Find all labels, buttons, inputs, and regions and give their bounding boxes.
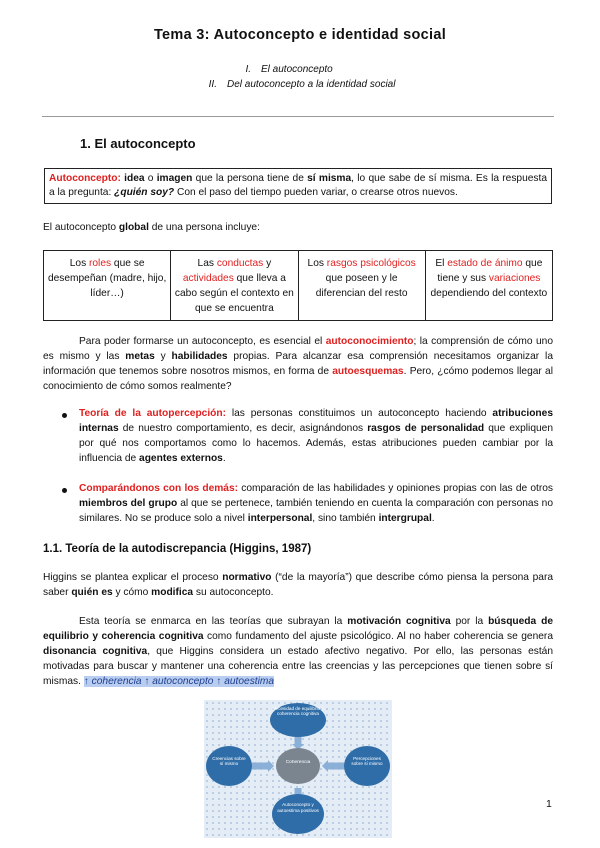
red-term: rasgos psicológicos: [326, 258, 416, 269]
definition-box: [44, 168, 552, 204]
toc-label: El autoconcepto: [261, 64, 333, 75]
node-label-top: Necesidad de equilibrio y coherencia cognitiva: [272, 706, 324, 717]
red-term: roles: [89, 258, 112, 269]
text: El autoconcepto: [43, 222, 119, 233]
text: .: [431, 513, 435, 524]
text: , que Higgins considera un estado afectivo negativo. Por ello, las personas están motivadas para buscar y mantener una coherencia entre las creencias y las percepciones que tienen sobre sí mismas.: [43, 646, 553, 687]
bold-text: agentes externos: [139, 453, 223, 464]
bold-text: metas: [125, 351, 155, 362]
text: que tiene y sus: [437, 258, 543, 284]
table-cell-rasgos: [298, 251, 425, 321]
bold-text: atribuciones internas: [79, 408, 553, 434]
text: que lleva a cabo según el contexto en que se encuentra: [174, 273, 294, 314]
bold-text: quién es: [71, 587, 113, 598]
table-cell-estado: [425, 251, 552, 321]
key-question: ¿quién soy?: [114, 187, 175, 198]
label-right-container: [348, 756, 386, 780]
red-term: variaciones: [488, 273, 541, 284]
toc-number: I.: [245, 64, 251, 75]
bullet-icon: [62, 488, 67, 493]
red-term: autoesquemas: [332, 366, 404, 377]
text: , lo que sabe de sí misma. Es la respuesta a la pregunta:: [49, 173, 547, 198]
text: ; la comprensión de cómo uno es mismo y las: [43, 336, 553, 362]
text: Esta teoría se enmarca en las teorías que subrayan la: [79, 616, 348, 627]
coherence-diagram: [204, 700, 392, 838]
text: .: [222, 453, 226, 464]
text: o: [144, 173, 157, 184]
page-number: 1: [546, 798, 552, 810]
page-title: Tema 3: Autoconcepto e identidad social: [153, 27, 447, 43]
text: Los: [69, 258, 89, 269]
paragraph-coherencia: [43, 614, 553, 689]
text: (“de la mayoría”) que describe cómo piensa la persona para saber: [43, 572, 553, 598]
text: al que se pertenece, también teniendo en cuenta la comparación con personas no similares. No se produce solo a nivel: [79, 498, 553, 524]
table-cell-roles: [44, 251, 171, 321]
text: Las: [197, 258, 217, 269]
bold-text: idea: [124, 173, 145, 184]
bullet-comparacion: [79, 481, 553, 526]
global-intro: [43, 220, 260, 235]
label-left-container: [210, 756, 248, 780]
bold-text: interpersonal: [247, 513, 313, 524]
paragraph-autoconocimiento: [43, 334, 553, 394]
bullet-autopercepcion: [79, 406, 553, 466]
label-bottom-container: [274, 802, 322, 828]
divider: [42, 116, 554, 117]
text: su autoconcepto.: [193, 587, 274, 598]
text: Los: [307, 258, 327, 269]
red-term: actividades: [182, 273, 234, 284]
section-heading: 1. El autoconcepto: [80, 136, 196, 151]
bold-text: rasgos de personalidad: [367, 423, 485, 434]
text: las personas constituimos un autoconcepto haciendo: [226, 408, 493, 419]
bold-text: búsqueda de equilibrio y coherencia cognitiva: [43, 616, 553, 642]
node-label-center: Coherencia: [285, 760, 311, 765]
bold-text: habilidades: [171, 351, 228, 362]
table-cell-conductas: [171, 251, 298, 321]
text: , sino también: [312, 513, 379, 524]
text: como fundamento del ajuste psicológico. Al no haber coherencia se genera: [203, 631, 553, 642]
text: por la: [450, 616, 489, 627]
toc-item-1[interactable]: [229, 64, 333, 75]
toc-number: II.: [208, 79, 217, 90]
toc-label: Del autoconcepto a la identidad social: [227, 79, 396, 90]
text: propias. Para alcanzar esa comprensión necesitamos organizar la información que tenemos sobre nosotros mismos, en forma de: [43, 351, 553, 377]
bold-text: intergrupal: [378, 513, 432, 524]
components-table: [43, 250, 553, 321]
bold-text: global: [118, 222, 149, 233]
label-center-container: [278, 760, 318, 774]
text: Higgins se plantea explicar el proceso: [43, 572, 223, 583]
bold-text: motivación cognitiva: [347, 616, 451, 627]
bold-text: disonancia cognitiva: [43, 646, 148, 657]
text: y: [263, 258, 272, 269]
label-top-container: [272, 706, 324, 736]
bold-text: miembros del grupo: [79, 498, 178, 509]
text: dependiendo del contexto: [430, 288, 548, 299]
text: comparación de las habilidades y opiniones propias con las de otros: [238, 483, 553, 494]
text: . Pero, ¿cómo podemos llegar al conocimiento de cómo somos realmente?: [43, 366, 553, 392]
text: El: [435, 258, 448, 269]
red-term: autoconocimiento: [325, 336, 414, 347]
text: que la persona tiene de: [192, 173, 308, 184]
text: de una persona incluye:: [148, 222, 260, 233]
text: Con el paso del tiempo pueden variar, o crearse otros nuevos.: [174, 187, 458, 198]
text: de nuestro comportamiento, es decir, asignándonos: [118, 423, 368, 434]
text: que poseen y le diferencian del resto: [315, 273, 408, 299]
red-term: Teoría de la autopercepción:: [79, 408, 227, 419]
red-term: estado de ánimo: [447, 258, 523, 269]
bullet-icon: [62, 413, 67, 418]
node-label-right: Percepciones sobre sí mismo: [351, 756, 383, 767]
bold-text: normativo: [222, 572, 272, 583]
diagram-svg: [204, 700, 392, 838]
red-term: conductas: [216, 258, 264, 269]
text: y cómo: [112, 587, 152, 598]
node-label-bottom: Autoconcepto y autoestima positivos: [277, 802, 319, 813]
toc-item-2[interactable]: [195, 79, 395, 90]
table-row: [44, 251, 553, 321]
highlighted-summary: ↑ coherencia ↑ autoconcepto ↑ autoestima: [83, 676, 275, 687]
bold-text: imagen: [156, 173, 193, 184]
red-term: Comparándonos con los demás:: [79, 483, 239, 494]
paragraph-higgins: [43, 570, 553, 600]
text: que se desempeñan (madre, hijo, líder…): [47, 258, 167, 299]
subsection-heading: 1.1. Teoría de la autodiscrepancia (Higgins, 1987): [43, 543, 312, 555]
text: y: [154, 351, 172, 362]
text: que expliquen por qué nos comportamos como lo hacemos. Además, estas atribuciones pueden cambiar por la influencia de: [79, 423, 553, 464]
definition-term: Autoconcepto:: [49, 173, 121, 184]
bold-text: modifica: [151, 587, 194, 598]
node-label-left: Creencias sobre sí mismo: [212, 756, 246, 767]
bold-text: sí misma: [307, 173, 352, 184]
text: Para poder formarse un autoconcepto, es esencial el: [79, 336, 326, 347]
